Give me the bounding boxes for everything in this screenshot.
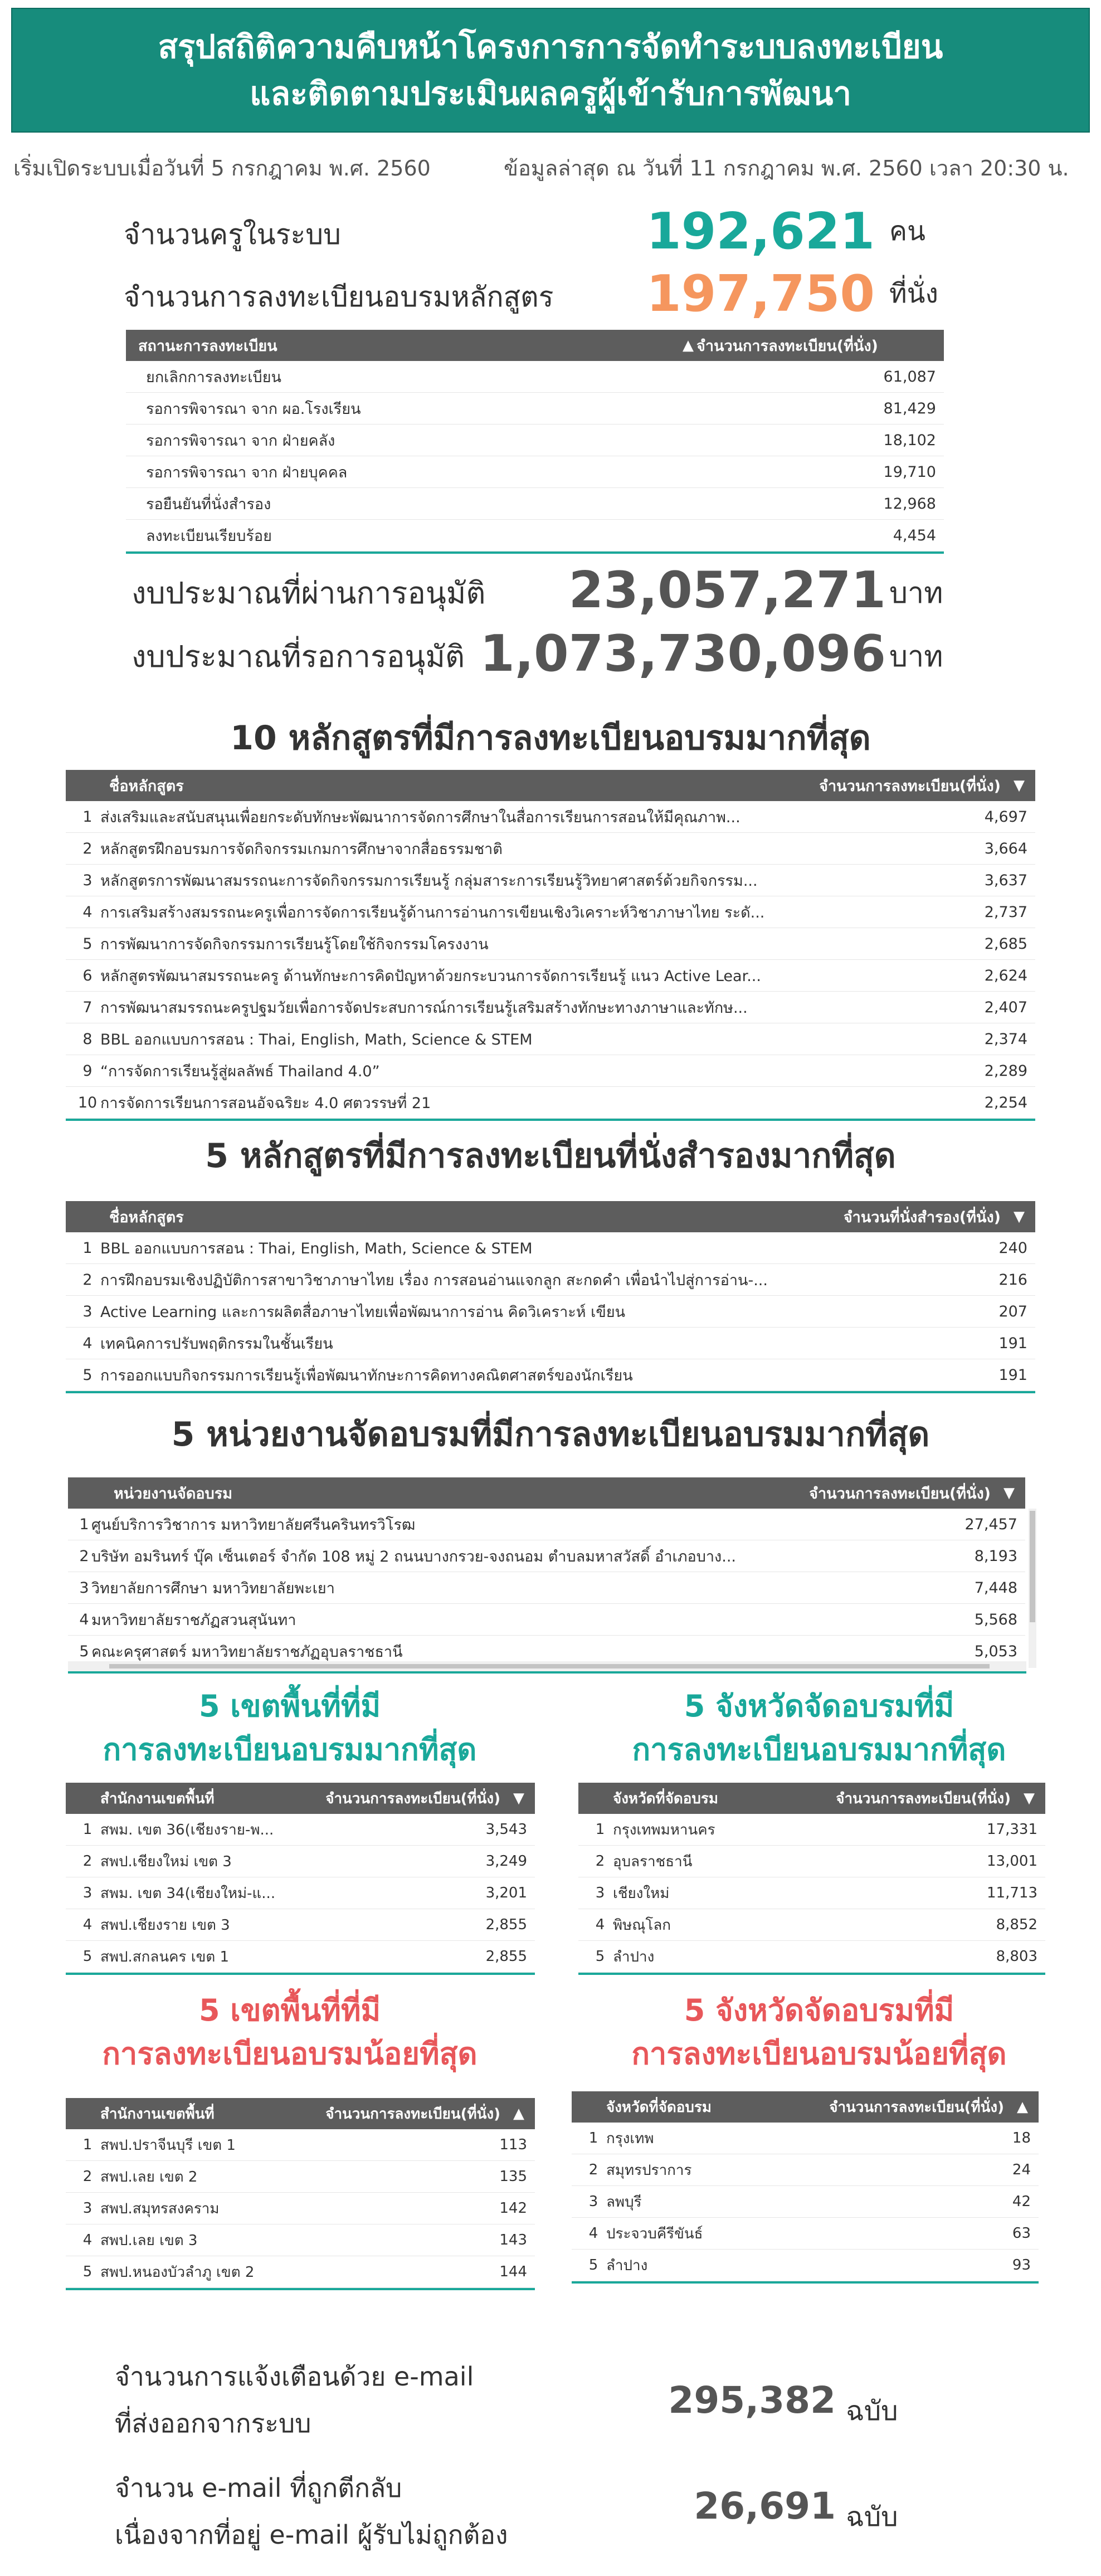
email-sent-value: 295,382 [668, 2379, 836, 2422]
top-areas-table [66, 1783, 535, 1975]
status-count: 61,087 [883, 368, 936, 386]
province-count: 11,713 [987, 1885, 1037, 1901]
area-count: 2,855 [485, 1916, 527, 1933]
status-name: ลงทะเบียนเรียบร้อย [146, 527, 272, 545]
rank: 4 [82, 1916, 92, 1933]
rank: 3 [82, 1302, 92, 1320]
table-row[interactable] [66, 2129, 535, 2161]
area-count: 113 [499, 2136, 527, 2153]
top-provinces-title-line2: การลงทะเบียนอบรมมากที่สุด [632, 1732, 1006, 1767]
table-row[interactable] [578, 1909, 1045, 1941]
reserve-courses-table [66, 1201, 1035, 1393]
area-name: สพป.สมุทรสงคราม [100, 2200, 220, 2217]
rank: 4 [82, 903, 92, 921]
table-header [66, 1783, 535, 1814]
organizer-count: 8,193 [974, 1547, 1017, 1565]
course-name: ส่งเสริมและสนับสนุนเพื่อยกระดับทักษะพัฒนาการจัดการศึกษาในสื่อการเรียนการสอนให้มีคุณภาพ... [100, 808, 741, 826]
rank: 3 [595, 1885, 605, 1901]
table-row[interactable] [66, 1087, 1035, 1119]
email-sent-unit: ฉบับ [846, 2396, 898, 2427]
column-header-count[interactable]: จำนวนการลงทะเบียน(ที่นั่ง) [836, 1790, 1011, 1807]
top-courses-table [66, 770, 1035, 1121]
province-count: 13,001 [987, 1853, 1037, 1870]
column-header-reserve-count[interactable]: จำนวนที่นั่งสำรอง(ที่นั่ง) [843, 1208, 1001, 1226]
low-provinces-title [579, 1989, 1059, 2076]
table-row[interactable] [66, 1359, 1035, 1391]
rank: 4 [595, 1916, 605, 1933]
horizontal-scrollbar[interactable] [68, 1661, 1026, 1671]
rank: 1 [82, 2136, 92, 2153]
rank: 3 [82, 2200, 92, 2217]
province-count: 63 [1012, 2225, 1031, 2242]
email-bounced-value: 26,691 [694, 2485, 836, 2528]
table-row[interactable] [572, 2154, 1039, 2186]
table-row[interactable] [66, 1877, 535, 1909]
area-name: สพป.เลย เขต 2 [100, 2168, 198, 2185]
course-count: 2,289 [984, 1062, 1027, 1080]
status-name: รอการพิจารณา จาก ฝ่ายคลัง [146, 432, 335, 450]
table-bottom-border [68, 1671, 1026, 1674]
table-row[interactable] [66, 928, 1035, 960]
table-row[interactable] [66, 1023, 1035, 1055]
course-name: BBL ออกแบบการสอน : Thai, English, Math, Science & STEM [100, 1240, 533, 1257]
area-name: สพป.สกลนคร เขต 1 [100, 1948, 230, 1965]
top-provinces-table [578, 1783, 1045, 1975]
table-row[interactable] [578, 1877, 1045, 1909]
rank: 4 [82, 1334, 92, 1352]
course-name: การพัฒนาการจัดกิจกรรมการเรียนรู้โดยใช้กิจกรรมโครงงาน [100, 935, 489, 953]
province-name: เชียงใหม่ [613, 1885, 670, 1902]
status-count: 19,710 [883, 463, 936, 481]
rank: 2 [82, 1271, 92, 1289]
budget-pending-label: งบประมาณที่รอการอนุมัติ [131, 639, 465, 674]
top-areas-title [61, 1685, 518, 1772]
rank: 2 [82, 840, 92, 857]
page-title-line2: และติดตามประเมินผลครูผู้เข้ารับการพัฒนา [250, 75, 851, 113]
course-name: การออกแบบกิจกรรมการเรียนรู้เพื่อพัฒนาทักษะการคิดทางคณิตศาสตร์ของนักเรียน [100, 1367, 633, 1384]
rank: 2 [82, 1853, 92, 1870]
course-count: 2,254 [984, 1094, 1027, 1111]
course-name: “การจัดการเรียนรู้สู่ผลลัพธ์ Thailand 4.0” [100, 1062, 380, 1080]
vertical-scrollbar[interactable] [1029, 1509, 1036, 1668]
rank: 9 [82, 1062, 92, 1080]
sort-descending-icon[interactable]: ▼ [1014, 777, 1025, 794]
rank: 1 [82, 808, 92, 826]
area-name: สพป.หนองบัวลำภู เขต 2 [100, 2263, 255, 2281]
last-updated: ข้อมูลล่าสุด ณ วันที่ 11 กรกฎาคม พ.ศ. 2560 เวลา 20:30 น. [504, 156, 1069, 180]
rank: 1 [588, 2130, 598, 2146]
area-name: สพป.ปราจีนบุรี เขต 1 [100, 2136, 236, 2154]
table-row[interactable] [66, 2161, 535, 2193]
low-provinces-title-line1: 5 จังหวัดจัดอบรมที่มี [684, 1993, 954, 2028]
rank: 5 [82, 1366, 92, 1384]
organizer-count: 27,457 [964, 1515, 1017, 1533]
course-name: หลักสูตรพัฒนาสมรรถนะครู ด้านทักษะการคิดปัญหาด้วยกระบวนการจัดการเรียนรู้ แนว Active Lear... [100, 967, 761, 985]
budget-approved-value: 23,057,271 [568, 561, 886, 619]
rank: 10 [77, 1094, 98, 1111]
table-header [126, 330, 944, 361]
province-count: 18 [1012, 2130, 1031, 2146]
registration-status-table [126, 330, 944, 554]
rank: 1 [82, 1239, 92, 1257]
email-bounced-label [115, 2465, 508, 2558]
course-count: 3,637 [984, 871, 1027, 889]
province-count: 8,803 [996, 1948, 1037, 1965]
province-count: 93 [1012, 2257, 1031, 2273]
low-provinces-table [572, 2091, 1039, 2284]
table-row[interactable] [66, 992, 1035, 1023]
organizer-name: วิทยาลัยการศึกษา มหาวิทยาลัยพะเยา [91, 1579, 335, 1597]
table-row[interactable] [68, 1572, 1025, 1604]
reserve-count: 191 [998, 1334, 1027, 1352]
budget-pending-value: 1,073,730,096 [480, 625, 886, 683]
low-areas-title-line1: 5 เขตพื้นที่ที่มี [198, 1993, 381, 2028]
sort-ascending-icon[interactable]: ▲ [1017, 2099, 1028, 2115]
email-bounced-label-line2: เนื่องจากที่อยู่ e-mail ผู้รับไม่ถูกต้อง [115, 2520, 508, 2550]
sort-descending-icon[interactable]: ▼ [513, 1790, 524, 1807]
rank: 3 [588, 2193, 598, 2210]
rank: 3 [79, 1579, 89, 1597]
email-sent-label-line2: ที่ส่งออกจากระบบ [115, 2408, 311, 2438]
area-name: สพป.เชียงราย เขต 3 [100, 1916, 230, 1934]
table-header [68, 1477, 1025, 1509]
table-row[interactable] [66, 1328, 1035, 1359]
table-row[interactable] [66, 2193, 535, 2224]
table-header [66, 770, 1035, 801]
area-count: 3,201 [485, 1885, 527, 1901]
top-orgs-title: 5 หน่วยงานจัดอบรมที่มีการลงทะเบียนอบรมมากที่สุด [171, 1415, 930, 1454]
area-name: สพม. เขต 34(เชียงใหม่-แ... [100, 1885, 276, 1902]
column-header-count[interactable]: จำนวนการลงทะเบียน(ที่นั่ง) [325, 2105, 500, 2123]
email-bounced-label-line1: จำนวน e-mail ที่ถูกตีกลับ [115, 2473, 402, 2503]
table-row[interactable] [572, 2186, 1039, 2218]
course-count: 3,664 [984, 840, 1027, 857]
email-sent-label [115, 2353, 474, 2447]
rank: 1 [82, 1821, 92, 1838]
low-areas-title-line2: การลงทะเบียนอบรมน้อยที่สุด [102, 2036, 478, 2071]
registrations-label: จำนวนการลงทะเบียนอบรมหลักสูตร [124, 281, 554, 313]
status-count: 4,454 [893, 526, 936, 544]
table-row[interactable] [578, 1814, 1045, 1846]
table-row[interactable] [578, 1941, 1045, 1973]
course-name: หลักสูตรฝึกอบรมการจัดกิจกรรมเกมการศึกษาจากสื่อธรรมชาติ [100, 840, 503, 858]
organizer-name: มหาวิทยาลัยราชภัฏสวนสุนันทา [91, 1611, 296, 1629]
rank: 5 [82, 2263, 92, 2280]
organizer-count: 5,053 [974, 1642, 1017, 1660]
teachers-unit: คน [889, 216, 925, 247]
rank: 7 [82, 998, 92, 1016]
scrollbar-thumb[interactable] [1030, 1511, 1035, 1622]
rank: 5 [79, 1642, 89, 1660]
area-count: 3,249 [485, 1853, 527, 1870]
rank: 2 [79, 1547, 89, 1565]
status-count: 12,968 [883, 495, 936, 513]
column-header-status[interactable]: สถานะการลงทะเบียน [138, 337, 277, 355]
table-row[interactable] [578, 1846, 1045, 1877]
column-header-area[interactable]: สำนักงานเขตพื้นที่ [100, 1790, 215, 1807]
rank: 5 [82, 935, 92, 953]
status-name: รอการพิจารณา จาก ผอ.โรงเรียน [146, 400, 361, 418]
status-name: รอการพิจารณา จาก ฝ่ายบุคคล [146, 464, 348, 481]
province-count: 17,331 [987, 1821, 1037, 1838]
course-count: 2,737 [984, 903, 1027, 921]
rank: 8 [82, 1030, 92, 1048]
province-count: 42 [1012, 2193, 1031, 2210]
status-count: 18,102 [883, 431, 936, 449]
rank: 2 [588, 2162, 598, 2178]
rank: 1 [79, 1515, 89, 1533]
table-row[interactable] [126, 393, 944, 425]
column-header-count[interactable]: จำนวนการลงทะเบียน(ที่นั่ง) [809, 1485, 991, 1502]
table-row[interactable] [572, 2123, 1039, 2154]
column-header-area[interactable]: สำนักงานเขตพื้นที่ [100, 2105, 215, 2123]
rank: 4 [82, 2232, 92, 2248]
status-name: ยกเลิกการลงทะเบียน [146, 368, 281, 386]
table-row[interactable] [66, 1055, 1035, 1087]
course-name: Active Learning และการผลิตสื่อภาษาไทยเพื่อพัฒนาการอ่าน คิดวิเคราะห์ เขียน [100, 1303, 626, 1321]
province-name: กรุงเทพมหานคร [613, 1821, 715, 1838]
top-areas-title-line1: 5 เขตพื้นที่ที่มี [198, 1689, 381, 1724]
sort-ascending-icon[interactable]: ▲ [513, 2105, 524, 2122]
province-name: สมุทรปราการ [606, 2162, 692, 2179]
course-name: BBL ออกแบบการสอน : Thai, English, Math, Science & STEM [100, 1031, 533, 1048]
table-row[interactable] [68, 1509, 1025, 1540]
column-header-count[interactable]: จำนวนการลงทะเบียน(ที่นั่ง) [325, 1790, 500, 1807]
rank: 4 [79, 1611, 89, 1628]
course-name: เทคนิคการปรับพฤติกรรมในชั้นเรียน [100, 1335, 333, 1353]
table-row[interactable] [68, 1604, 1025, 1636]
reserve-count: 191 [998, 1366, 1027, 1384]
table-row[interactable] [126, 361, 944, 393]
top-courses-title: 10 หลักสูตรที่มีการลงทะเบียนอบรมมากที่สุด [230, 719, 871, 758]
scrollbar-thumb[interactable] [109, 1664, 990, 1668]
course-name: หลักสูตรการพัฒนาสมรรถนะการจัดกิจกรรมการเรียนรู้ กลุ่มสาระการเรียนรู้วิทยาศาสตร์ด้วยกิจกรรม... [100, 872, 758, 890]
low-provinces-title-line2: การลงทะเบียนอบรมน้อยที่สุด [631, 2036, 1007, 2071]
province-name: ลำปาง [613, 1948, 655, 1965]
column-header-organizer[interactable]: หน่วยงานจัดอบรม [114, 1485, 233, 1502]
course-count: 2,624 [984, 967, 1027, 984]
table-header [572, 2091, 1039, 2123]
area-count: 142 [499, 2200, 527, 2217]
top-provinces-title-line1: 5 จังหวัดจัดอบรมที่มี [684, 1689, 954, 1724]
table-row[interactable] [66, 1264, 1035, 1296]
table-row[interactable] [66, 833, 1035, 865]
column-header-course[interactable]: ชื่อหลักสูตร [109, 777, 184, 795]
organizer-name: ศูนย์บริการวิชาการ มหาวิทยาลัยศรีนครินทรวิโรฒ [91, 1516, 416, 1534]
course-count: 2,685 [984, 935, 1027, 953]
area-name: สพป.เลย เขต 3 [100, 2232, 198, 2249]
table-row[interactable] [126, 520, 944, 552]
column-header-count[interactable]: จำนวนการลงทะเบียน(ที่นั่ง) [696, 337, 878, 355]
table-row[interactable] [66, 1909, 535, 1941]
table-row[interactable] [66, 896, 1035, 928]
course-name: การเสริมสร้างสมรรถนะครูเพื่อการจัดการเรียนรู้ด้านการอ่านการเขียนเชิงวิเคราะห์วิชาภาษาไทย ระดั... [100, 904, 765, 921]
budget-approved-label: งบประมาณที่ผ่านการอนุมัติ [131, 575, 486, 611]
teachers-label: จำนวนครูในระบบ [124, 218, 341, 251]
organizer-count: 7,448 [974, 1579, 1017, 1597]
province-name: พิษณุโลก [613, 1916, 671, 1934]
registrations-value: 197,750 [646, 265, 875, 323]
organizer-name: บริษัท อมรินทร์ บุ๊ค เซ็นเตอร์ จำกัด 108 หมู่ 2 ถนนบางกรวย-จงถนอม ตำบลมหาสวัสดิ์ อำเภอบาง... [91, 1548, 736, 1565]
table-row[interactable] [66, 801, 1035, 833]
table-row[interactable] [68, 1540, 1025, 1572]
reserve-count: 207 [998, 1302, 1027, 1320]
rank: 1 [595, 1821, 605, 1838]
rank: 3 [82, 871, 92, 889]
budget-approved-unit: บาท [889, 577, 943, 610]
column-header-count[interactable]: จำนวนการลงทะเบียน(ที่นั่ง) [819, 777, 1001, 795]
status-name: รอยืนยันที่นั่งสำรอง [146, 495, 271, 513]
province-count: 8,852 [996, 1916, 1037, 1933]
system-open-date: เริ่มเปิดระบบเมื่อวันที่ 5 กรกฎาคม พ.ศ. 2560 [13, 156, 431, 180]
table-row[interactable] [572, 2218, 1039, 2250]
table-row[interactable] [66, 1296, 1035, 1328]
top-areas-title-line2: การลงทะเบียนอบรมมากที่สุด [103, 1732, 477, 1767]
organizer-count: 5,568 [974, 1611, 1017, 1628]
rank: 5 [82, 1948, 92, 1965]
sort-descending-icon[interactable]: ▼ [1024, 1790, 1035, 1807]
rank: 2 [595, 1853, 605, 1870]
reserve-courses-title: 5 หลักสูตรที่มีการลงทะเบียนที่นั่งสำรองมากที่สุด [205, 1136, 896, 1175]
area-count: 143 [499, 2232, 527, 2248]
table-row[interactable] [66, 960, 1035, 992]
sort-descending-icon[interactable]: ▼ [1014, 1208, 1025, 1225]
rank: 3 [82, 1885, 92, 1901]
sort-ascending-icon[interactable]: ▲ [683, 337, 694, 354]
email-sent-label-line1: จำนวนการแจ้งเตือนด้วย e-mail [115, 2362, 474, 2392]
province-name: ลพบุรี [606, 2193, 642, 2211]
area-count: 135 [499, 2168, 527, 2185]
low-areas-table [66, 2098, 535, 2290]
rank: 6 [82, 967, 92, 984]
table-row[interactable] [126, 456, 944, 488]
budget-pending-unit: บาท [889, 640, 943, 674]
column-header-course[interactable]: ชื่อหลักสูตร [109, 1208, 184, 1226]
table-row[interactable] [66, 1846, 535, 1877]
rank: 5 [595, 1948, 605, 1965]
course-name: การจัดการเรียนการสอนอัจฉริยะ 4.0 ศตวรรษที่ 21 [100, 1094, 431, 1112]
province-count: 24 [1012, 2162, 1031, 2178]
province-name: ประจวบคีรีขันธ์ [606, 2225, 703, 2242]
header-banner [11, 8, 1090, 133]
course-count: 4,697 [984, 808, 1027, 826]
course-count: 2,374 [984, 1030, 1027, 1048]
table-row[interactable] [126, 425, 944, 456]
email-bounced-unit: ฉบับ [846, 2501, 898, 2533]
table-row[interactable] [126, 488, 944, 520]
table-row[interactable] [66, 2224, 535, 2256]
table-row[interactable] [66, 2256, 535, 2288]
area-count: 2,855 [485, 1948, 527, 1965]
table-row[interactable] [66, 1232, 1035, 1264]
province-name: อุบลราชธานี [613, 1853, 693, 1870]
page-title-line1: สรุปสถิติความคืบหน้าโครงการการจัดทำระบบลงทะเบียน [158, 28, 943, 66]
rank: 5 [588, 2257, 598, 2273]
low-areas-title [61, 1989, 518, 2076]
top-provinces-title [579, 1685, 1059, 1772]
table-header [66, 1201, 1035, 1232]
top-orgs-table [68, 1477, 1036, 1667]
area-count: 144 [499, 2263, 527, 2280]
reserve-count: 216 [998, 1271, 1027, 1289]
table-row[interactable] [572, 2250, 1039, 2281]
province-name: ลำปาง [606, 2257, 648, 2274]
table-row[interactable] [66, 1941, 535, 1973]
column-header-province[interactable]: จังหวัดที่จัดอบรม [613, 1790, 719, 1807]
table-row[interactable] [66, 865, 1035, 896]
area-count: 3,543 [485, 1821, 527, 1838]
rank: 4 [588, 2225, 598, 2242]
table-header [66, 2098, 535, 2129]
rank: 2 [82, 2168, 92, 2185]
course-name: การฝึกอบรมเชิงปฏิบัติการสาขาวิชาภาษาไทย เรื่อง การสอนอ่านแจกลูก สะกดคำ เพื่อนำไปสู่การอ่าน-... [100, 1271, 768, 1289]
sort-descending-icon[interactable]: ▼ [1003, 1485, 1015, 1501]
column-header-count[interactable]: จำนวนการลงทะเบียน(ที่นั่ง) [829, 2099, 1004, 2116]
area-name: สพม. เขต 36(เชียงราย-พ... [100, 1821, 274, 1838]
status-count: 81,429 [883, 399, 936, 417]
province-name: กรุงเทพ [606, 2130, 654, 2147]
course-name: การพัฒนาสมรรถนะครูปฐมวัยเพื่อการจัดประสบการณ์การเรียนรู้เสริมสร้างทักษะทางภาษาและทักษ... [100, 999, 748, 1017]
reserve-count: 240 [998, 1239, 1027, 1257]
area-name: สพป.เชียงใหม่ เขต 3 [100, 1853, 232, 1870]
table-header [578, 1783, 1045, 1814]
course-count: 2,407 [984, 998, 1027, 1016]
organizer-name: คณะครุศาสตร์ มหาวิทยาลัยราชภัฏอุบลราชธานี [91, 1643, 403, 1661]
registrations-unit: ที่นั่ง [889, 278, 938, 309]
table-row[interactable] [66, 1814, 535, 1846]
teachers-value: 192,621 [646, 202, 875, 261]
column-header-province[interactable]: จังหวัดที่จัดอบรม [606, 2099, 712, 2116]
